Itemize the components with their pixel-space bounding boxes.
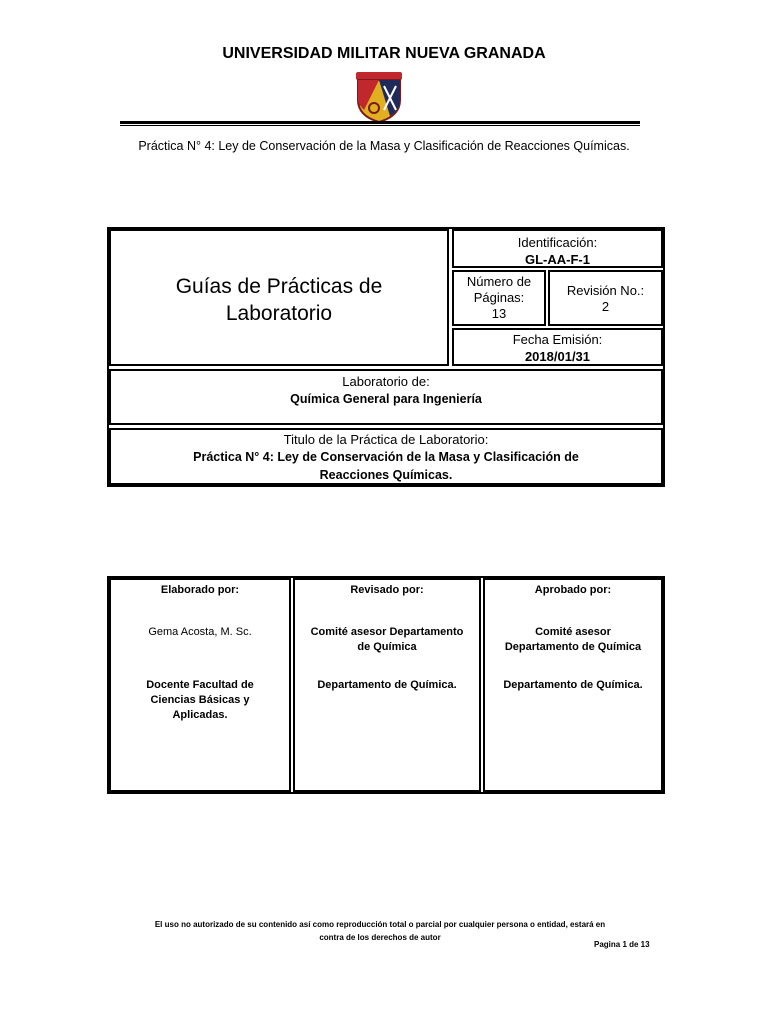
titulo-value-line2: Reacciones Químicas. bbox=[319, 468, 453, 482]
page-number: Pagina 1 de 13 bbox=[594, 940, 650, 949]
revisado-role: Departamento de Química. bbox=[317, 679, 457, 691]
copyright-note-line1: El uso no autorizado de su contenido así como reproducción total o parcial por cualquier persona o entidad, estará en bbox=[154, 920, 606, 929]
elaborado-role-line1: Docente Facultad de bbox=[146, 679, 254, 691]
identificacion-label: Identificación: bbox=[517, 235, 598, 250]
revisado-name-line1: Comité asesor Departamento bbox=[310, 626, 464, 638]
aprobado-role: Departamento de Química. bbox=[503, 679, 643, 691]
guide-title-cell bbox=[109, 229, 449, 366]
elaborado-head: Elaborado por: bbox=[160, 584, 240, 596]
titulo-label: Titulo de la Práctica de Laboratorio: bbox=[283, 432, 489, 447]
aprobado-name-line1: Comité asesor bbox=[535, 626, 611, 638]
aprobado-name-line2: Departamento de Química bbox=[504, 641, 642, 653]
elaborado-name: Gema Acosta, M. Sc. bbox=[148, 626, 252, 638]
revisado-cell bbox=[293, 578, 481, 792]
guide-title-line1: Guías de Prácticas de bbox=[175, 275, 383, 298]
titulo-cell bbox=[109, 428, 663, 485]
laboratorio-value: Química General para Ingeniería bbox=[290, 392, 482, 406]
identificacion-cell bbox=[452, 229, 663, 268]
aprobado-head: Aprobado por: bbox=[534, 584, 612, 596]
revision-value: 2 bbox=[601, 299, 610, 314]
practice-subtitle: Práctica N° 4: Ley de Conservación de la Masa y Clasificación de Reacciones Químicas. bbox=[138, 139, 630, 153]
fecha-value: 2018/01/31 bbox=[524, 349, 591, 364]
revisado-head: Revisado por: bbox=[350, 584, 424, 596]
copyright-note bbox=[100, 918, 660, 944]
university-name: UNIVERSIDAD MILITAR NUEVA GRANADA bbox=[222, 45, 546, 62]
guide-title-line2: Laboratorio bbox=[225, 302, 333, 325]
header-divider-thin bbox=[120, 125, 640, 126]
num-paginas-label-line1: Número de bbox=[466, 274, 532, 289]
laboratorio-label: Laboratorio de: bbox=[342, 374, 430, 389]
laboratorio-cell bbox=[109, 369, 663, 425]
elaborado-role-line2: Ciencias Básicas y bbox=[150, 694, 250, 706]
header-divider bbox=[120, 121, 640, 124]
num-paginas-cell bbox=[452, 270, 546, 326]
revision-cell bbox=[548, 270, 663, 326]
fecha-label: Fecha Emisión: bbox=[512, 332, 603, 347]
identificacion-value: GL-AA-F-1 bbox=[525, 252, 590, 267]
num-paginas-label-line2: Páginas: bbox=[473, 290, 525, 305]
revisado-name-line2: de Química bbox=[357, 641, 417, 653]
revision-label: Revisión No.: bbox=[566, 283, 645, 298]
elaborado-cell bbox=[109, 578, 291, 792]
elaborado-role-line3: Aplicadas. bbox=[172, 709, 228, 721]
aprobado-cell bbox=[483, 578, 663, 792]
fecha-cell bbox=[452, 328, 663, 366]
copyright-note-line2: contra de los derechos de autor bbox=[319, 933, 441, 942]
num-paginas-value: 13 bbox=[491, 306, 507, 321]
titulo-value-line1: Práctica N° 4: Ley de Conservación de la Masa y Clasificación de bbox=[193, 450, 579, 464]
university-crest-icon bbox=[350, 70, 408, 124]
